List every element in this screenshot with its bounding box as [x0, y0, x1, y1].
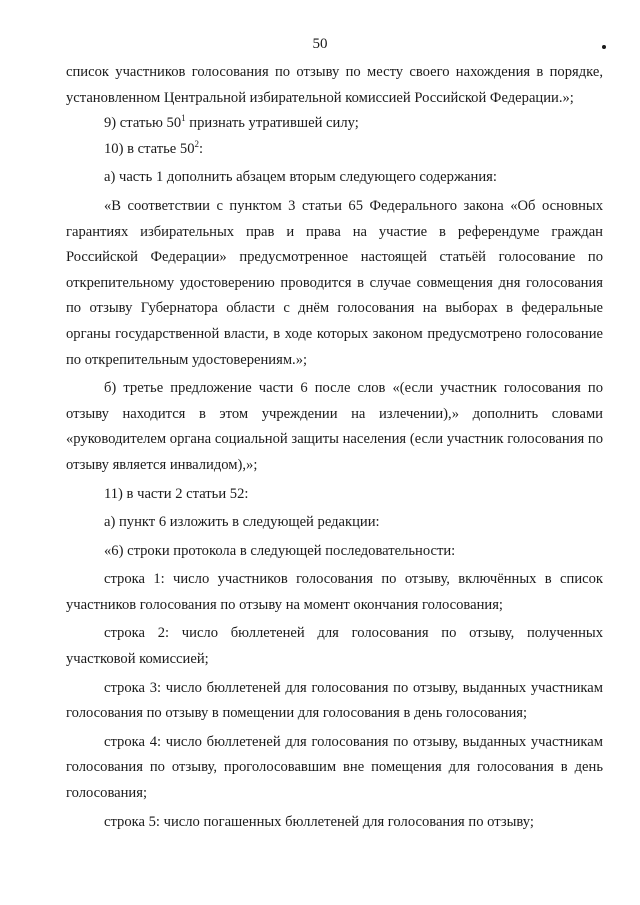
paragraph-line-4: строка 4: число бюллетеней для голосования по отзыву, выданных участникам голосования по отзыву, проголосовавшим вне помещения для голосования в день голосования;	[66, 733, 603, 802]
item-9-superscript: 1	[181, 113, 186, 124]
paragraph-line-3: строка 3: число бюллетеней для голосования по отзыву, выданных участникам голосования по отзыву в помещении для голосования в день голосования;	[66, 679, 603, 722]
document-body	[66, 60, 603, 835]
paragraph-quote-art65: «В соответствии с пунктом 3 статьи 65 Федерального закона «Об основных гарантиях избирательных прав и права на участие в референдуме граждан Российской Федерации» предусмотренное настоящей статьёй голосование по открепительному удостоверению проводится в случае совмещения дня голосования по отзыву Губернатора области с днём голосования на выборах в федеральные органы государственной власти, в ходе которых законом предусмотрено голосование по открепительным удостоверениям.»;	[66, 197, 603, 368]
paragraph-item-11a: а) пункт 6 изложить в следующей редакции:	[104, 514, 380, 531]
paragraph-item-9	[66, 111, 603, 137]
paragraph-continuation: список участников голосования по отзыву по месту своего нахождения в порядке, установленном Центральной избирательной комиссией Российской Федерации.»;	[66, 64, 603, 106]
paragraph-line-5: строка 5: число погашенных бюллетеней для голосования по отзыву;	[104, 813, 534, 830]
item-10-text: 10) в статье 50	[104, 140, 195, 157]
paragraph-item-10	[66, 137, 603, 163]
paragraph-item-11: 11) в части 2 статьи 52:	[104, 485, 249, 502]
item-9-text: 9) статью 50	[104, 115, 182, 132]
paragraph-item-10b: б) третье предложение части 6 после слов «(если участник голосования по отзыву находится в этом учреждении на излечении),» дополнить словами «руководителем органа социальной защиты населения (если участник голосования по отзыву является инвалидом),»;	[66, 380, 603, 473]
paragraph-item-10a: а) часть 1 дополнить абзацем вторым следующего содержания:	[104, 169, 497, 186]
paragraph-line-2: строка 2: число бюллетеней для голосования по отзыву, полученных участковой комиссией;	[66, 625, 603, 668]
item-10-text-end: :	[199, 140, 204, 157]
paragraph-protocol-lines: «6) строки протокола в следующей последовательности:	[104, 542, 456, 559]
page-number: 50	[312, 36, 328, 52]
item-9-text-end: признать утратившей силу;	[185, 115, 359, 132]
paragraph-line-1: строка 1: число участников голосования по отзыву, включённых в список участников голосования по отзыву на момент окончания голосования;	[66, 571, 603, 613]
item-10-superscript: 2	[194, 138, 200, 149]
scan-dot-mark	[602, 45, 606, 49]
